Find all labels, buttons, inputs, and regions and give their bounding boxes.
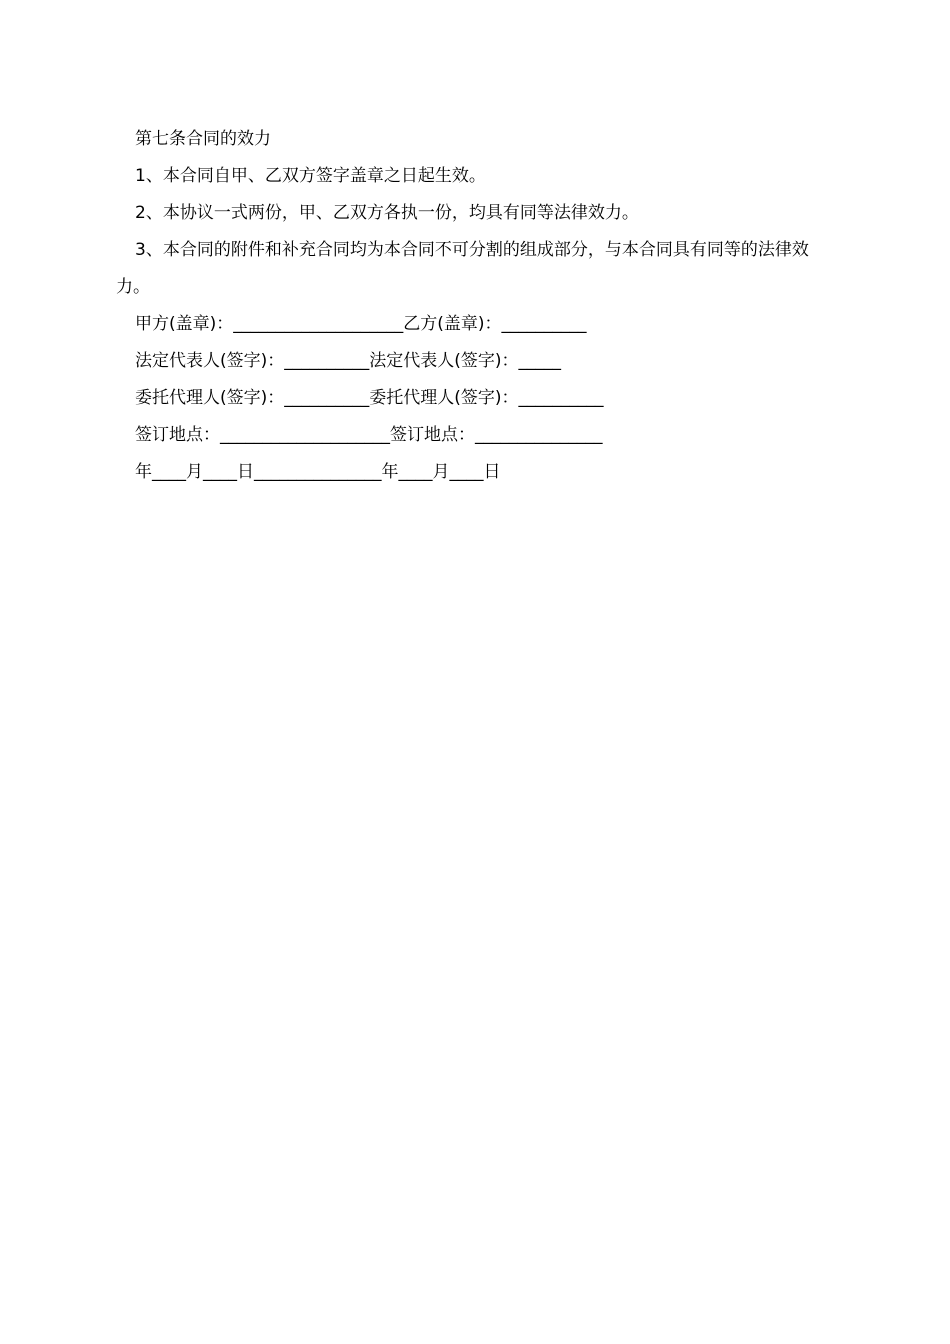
seal-row: [116, 306, 836, 343]
party-a-representative-field: 法定代表人(签字)：__________: [135, 351, 370, 371]
clause-3: 3、本合同的附件和补充合同均为本合同不可分割的组成部分，与本合同具有同等的法律效力。: [116, 240, 809, 297]
agent-row: [116, 380, 836, 417]
date-row: [116, 454, 836, 491]
party-b-agent-field: 委托代理人(签字)：__________: [369, 388, 604, 408]
party-b-representative-field: 法定代表人(签字)：_____: [369, 351, 562, 371]
section-heading: 第七条合同的效力: [135, 129, 271, 149]
party-a-date-field: 年____月____日_______________: [135, 462, 382, 482]
place-row: [116, 417, 836, 454]
party-b-place-field: 签订地点：_______________: [390, 425, 603, 445]
party-a-seal-field: 甲方(盖章)：____________________: [135, 314, 404, 334]
representative-row: [116, 343, 836, 380]
clause-1: 1、本合同自甲、乙双方签字盖章之日起生效。: [135, 166, 486, 186]
party-a-place-field: 签订地点：____________________: [135, 425, 390, 445]
party-b-date-field: 年____月____日: [381, 462, 501, 482]
party-b-seal-field: 乙方(盖章)：__________: [403, 314, 587, 334]
contract-page: [116, 121, 836, 491]
party-a-agent-field: 委托代理人(签字)：__________: [135, 388, 370, 408]
clause-2: 2、本协议一式两份，甲、乙双方各执一份，均具有同等法律效力。: [135, 203, 639, 223]
